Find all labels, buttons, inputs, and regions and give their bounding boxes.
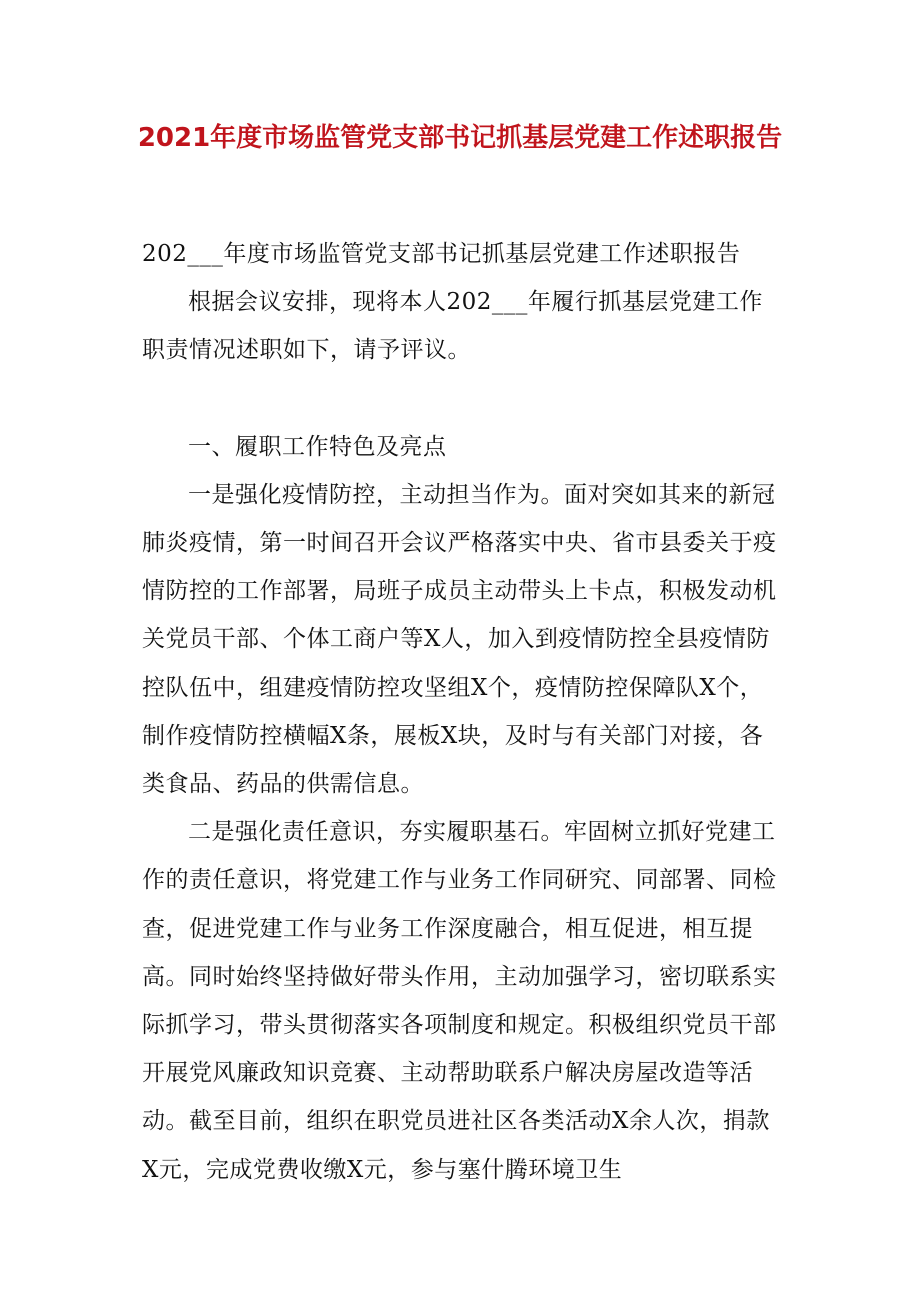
paragraph-epidemic-control: 一是强化疫情防控，主动担当作为。面对突如其来的新冠肺炎疫情，第一时间召开会议严格落实中央、省市县委关于疫情防控的工作部署，局班子成员主动带头上卡点，积极发动机关党员干部、个体工商户等X人，加入到疫情防控全县疫情防控队伍中，组建疫情防控攻坚组X个，疫情防控保障队X个，制作疫情防控横幅X条，展板X块，及时与有关部门对接，各类食品、药品的供需信息。 (142, 481, 777, 798)
document-title: 2021年度市场监管党支部书记抓基层党建工作述职报告 (137, 123, 783, 153)
paragraph-intro: 根据会议安排，现将本人202___年履行抓基层党建工作职责情况述职如下，请予评议。 (142, 289, 763, 364)
paragraph-responsibility: 二是强化责任意识，夯实履职基石。牢固树立抓好党建工作的责任意识，将党建工作与业务工作同研究、同部署、同检查，促进党建工作与业务工作深度融合，相互促进，相互提高。同时始终坚持做好带头作用，主动加强学习，密切联系实际抓学习，带头贯彻落实各项制度和规定。积极组织党员干部开展党风廉政知识竞赛、主动帮助联系户解决房屋改造等活动。截至目前，组织在职党员进社区各类活动X余人次，捐款X元，完成党费收缴X元，参与塞什腾环境卫生 (142, 819, 777, 1183)
section-heading: 一、履职工作特色及亮点 (188, 433, 447, 460)
document-body (142, 230, 782, 1194)
paragraph-subtitle: 202___年度市场监管党支部书记抓基层党建工作述职报告 (142, 241, 741, 267)
paragraph-spacer (142, 375, 782, 423)
